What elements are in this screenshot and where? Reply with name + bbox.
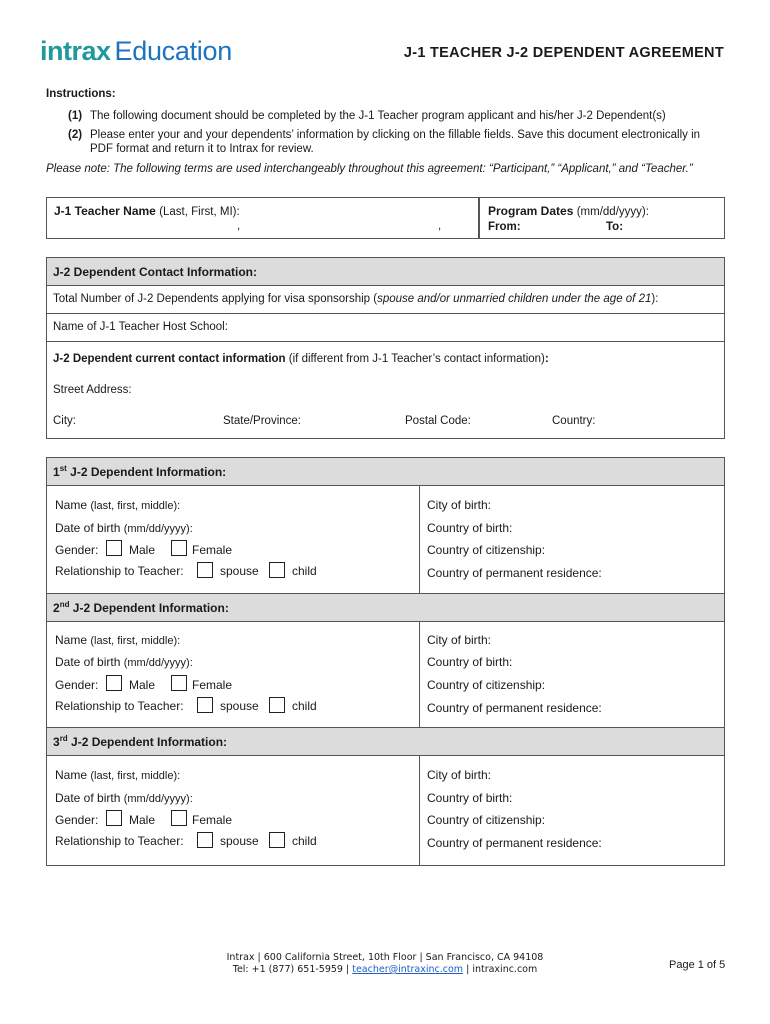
footer-email-link[interactable]: teacher@intraxinc.com bbox=[352, 964, 464, 975]
male-label: Male bbox=[129, 543, 156, 557]
dependent-2-header bbox=[47, 594, 724, 621]
dependent-3-child-checkbox[interactable] bbox=[269, 832, 285, 848]
dependent-1-dob-field[interactable]: Date of birth (mm/dd/yyyy): bbox=[55, 521, 193, 535]
host-school-field[interactable]: Name of J-1 Teacher Host School: bbox=[53, 321, 228, 333]
dependent-2-name-field[interactable]: Name (last, first, middle): bbox=[55, 633, 181, 647]
dependent-3-residence-field[interactable]: Country of permanent residence: bbox=[427, 836, 602, 850]
street-address-field[interactable]: Street Address: bbox=[53, 384, 132, 396]
instruction-text: The following document should be completed by the J-1 Teacher program applicant and his/her J-2 Dependent(s) bbox=[90, 110, 666, 122]
dependent-3-spouse-checkbox[interactable] bbox=[197, 832, 213, 848]
total-dependents-suffix: ): bbox=[651, 293, 659, 305]
dependent-1-citizenship-field[interactable]: Country of citizenship: bbox=[427, 543, 546, 557]
dependent-2-citizenship-field[interactable]: Country of citizenship: bbox=[427, 678, 546, 692]
gender-label: Gender: bbox=[55, 813, 99, 827]
dependent-1-city-of-birth-field[interactable]: City of birth: bbox=[427, 498, 492, 512]
current-contact-label bbox=[53, 353, 549, 365]
dependent-1-spouse-checkbox[interactable] bbox=[197, 562, 213, 578]
relationship-label: Relationship to Teacher: bbox=[55, 699, 184, 713]
country-field[interactable]: Country: bbox=[552, 415, 596, 427]
teacher-name-label: J-1 Teacher Name bbox=[54, 204, 156, 218]
footer-phone: Tel: +1 (877) 651-5959 | bbox=[232, 964, 350, 975]
program-dates-label: Program Dates bbox=[488, 204, 574, 218]
dependent-1-child-checkbox[interactable] bbox=[269, 562, 285, 578]
city-field[interactable]: City: bbox=[53, 415, 76, 427]
total-dependents-field[interactable] bbox=[53, 293, 658, 305]
dependent-3-country-of-birth-field[interactable]: Country of birth: bbox=[427, 791, 513, 805]
male-label: Male bbox=[129, 813, 156, 827]
dependent-2-residence-field[interactable]: Country of permanent residence: bbox=[427, 701, 602, 715]
footer-address bbox=[0, 952, 770, 976]
dependent-2-spouse-checkbox[interactable] bbox=[197, 697, 213, 713]
child-label: child bbox=[292, 699, 317, 713]
dependent-2-male-checkbox[interactable] bbox=[106, 675, 122, 691]
footer-address-line: Intrax | 600 California Street, 10th Floor | San Francisco, CA 94108 bbox=[226, 952, 544, 963]
relationship-label: Relationship to Teacher: bbox=[55, 834, 184, 848]
dependent-3-male-checkbox[interactable] bbox=[106, 810, 122, 826]
dependent-1-country-of-birth-field[interactable]: Country of birth: bbox=[427, 521, 513, 535]
total-dependents-hint: spouse and/or unmarried children under the age of 21 bbox=[377, 293, 652, 305]
from-date-label[interactable]: From: bbox=[488, 221, 521, 233]
dependent-1-female-checkbox[interactable] bbox=[171, 540, 187, 556]
dependent-1-name-field[interactable]: Name (last, first, middle): bbox=[55, 498, 181, 512]
logo-sub-text: Education bbox=[114, 36, 232, 66]
program-dates-hint: (mm/dd/yyyy): bbox=[576, 206, 649, 218]
instruction-text: Please enter your and your dependents’ information by clicking on the fillable fields. Save this document electronically in PDF format and return it to Intrax for review. bbox=[90, 129, 701, 155]
spouse-label: spouse bbox=[220, 699, 259, 713]
terms-note: Please note: The following terms are used interchangeably throughout this agreement: “Participant,” “Applicant,” and “Teacher.” bbox=[46, 163, 693, 175]
instruction-item-2 bbox=[68, 128, 748, 158]
teacher-name-hint: (Last, First, MI): bbox=[159, 206, 240, 218]
instruction-item-1 bbox=[68, 109, 748, 125]
contact-section-title: J-2 Dependent Contact Information: bbox=[53, 265, 258, 279]
dependent-2-city-of-birth-field[interactable]: City of birth: bbox=[427, 633, 492, 647]
footer-contact-line bbox=[0, 964, 770, 976]
teacher-name-field[interactable] bbox=[46, 197, 479, 239]
dependent-3-name-field[interactable]: Name (last, first, middle): bbox=[55, 768, 181, 782]
dependent-2-title: 2nd J-2 Dependent Information: bbox=[53, 600, 229, 615]
dependent-1-header bbox=[47, 458, 724, 485]
gender-label: Gender: bbox=[55, 543, 99, 557]
logo-brand-text: intrax bbox=[40, 36, 111, 66]
name-separator: , bbox=[237, 220, 241, 232]
document-title: J-1 TEACHER J-2 DEPENDENT AGREEMENT bbox=[403, 45, 724, 61]
current-contact-colon: : bbox=[544, 353, 549, 365]
child-label: child bbox=[292, 564, 317, 578]
dependents-section bbox=[46, 457, 725, 866]
dependent-1-residence-field[interactable]: Country of permanent residence: bbox=[427, 566, 602, 580]
dependent-2-female-checkbox[interactable] bbox=[171, 675, 187, 691]
total-dependents-label: Total Number of J-2 Dependents applying for visa sponsorship ( bbox=[53, 293, 378, 305]
dependent-3-female-checkbox[interactable] bbox=[171, 810, 187, 826]
female-label: Female bbox=[192, 543, 233, 557]
dependent-3-header bbox=[47, 728, 724, 755]
current-contact-title: J-2 Dependent current contact information bbox=[53, 353, 286, 365]
spouse-label: spouse bbox=[220, 834, 259, 848]
instruction-number: (2) bbox=[68, 129, 83, 141]
female-label: Female bbox=[192, 678, 233, 692]
contact-section bbox=[46, 257, 725, 439]
dependent-2-child-checkbox[interactable] bbox=[269, 697, 285, 713]
state-province-field[interactable]: State/Province: bbox=[223, 415, 301, 427]
dependent-2-country-of-birth-field[interactable]: Country of birth: bbox=[427, 655, 513, 669]
gender-label: Gender: bbox=[55, 678, 99, 692]
dependent-3-city-of-birth-field[interactable]: City of birth: bbox=[427, 768, 492, 782]
dependent-1-title: 1st J-2 Dependent Information: bbox=[53, 464, 227, 479]
male-label: Male bbox=[129, 678, 156, 692]
dependent-2-dob-field[interactable]: Date of birth (mm/dd/yyyy): bbox=[55, 655, 193, 669]
child-label: child bbox=[292, 834, 317, 848]
intrax-education-logo bbox=[40, 36, 232, 66]
instructions-heading: Instructions: bbox=[46, 88, 116, 100]
dependent-3-citizenship-field[interactable]: Country of citizenship: bbox=[427, 813, 546, 827]
relationship-label: Relationship to Teacher: bbox=[55, 564, 184, 578]
spouse-label: spouse bbox=[220, 564, 259, 578]
female-label: Female bbox=[192, 813, 233, 827]
instruction-number: (1) bbox=[68, 110, 83, 122]
page-number: Page 1 of 5 bbox=[669, 959, 726, 971]
dependent-3-title: 3rd J-2 Dependent Information: bbox=[53, 734, 228, 749]
program-dates-field[interactable] bbox=[479, 197, 725, 239]
dependent-3-dob-field[interactable]: Date of birth (mm/dd/yyyy): bbox=[55, 791, 193, 805]
footer-website: | intraxinc.com bbox=[466, 964, 538, 975]
dependent-1-male-checkbox[interactable] bbox=[106, 540, 122, 556]
to-date-label[interactable]: To: bbox=[606, 221, 624, 233]
name-separator: , bbox=[438, 220, 442, 232]
current-contact-note: (if different from J-1 Teacher’s contact information) bbox=[285, 353, 545, 365]
postal-code-field[interactable]: Postal Code: bbox=[405, 415, 471, 427]
contact-section-header bbox=[47, 258, 724, 285]
